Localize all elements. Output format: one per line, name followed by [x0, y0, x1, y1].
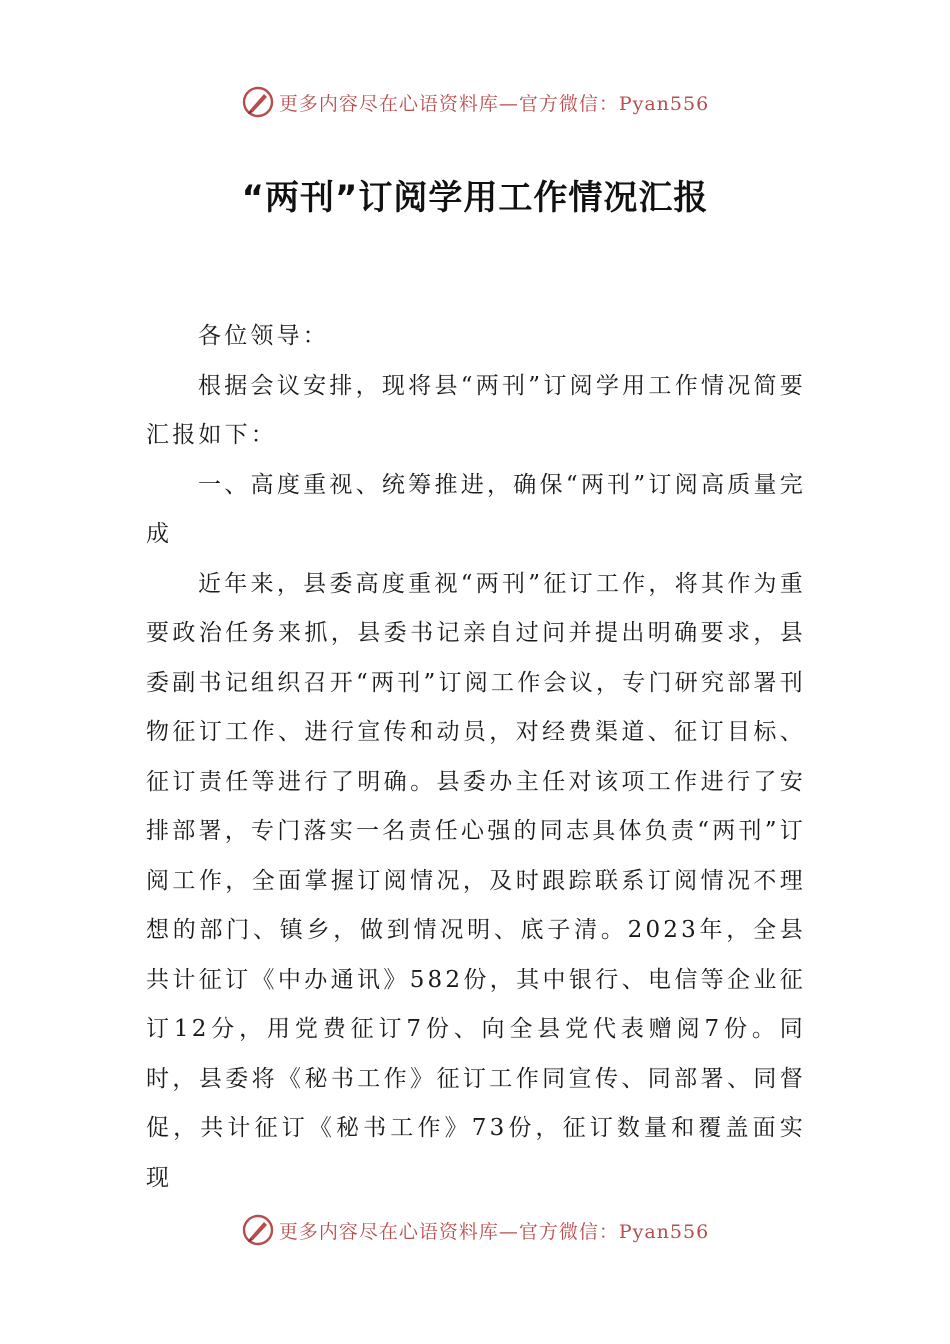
body-paragraph: 近年来，县委高度重视“两刊”征订工作，将其作为重要政治任务来抓，县委书记亲自过问并提出明确要求，县委副书记组织召开“两刊”订阅工作会议，专门研究部署刊物征订工作、进行宣传和动员，对经费渠道、征订目标、征订责任等进行了明确。县委办主任对该项工作进行了安排部署，专门落实一名责任心强的同志具体负责“两刊”订阅工作，全面掌握订阅情况，及时跟踪联系订阅情况不理想的部门、镇乡，做到情况明、底子清。2023年，全县共计征订《中办通讯》582份，其中银行、电信等企业征订12分，用党费征订7份、向全县党代表赠阅7份。同时，县委将《秘书工作》征订工作同宣传、同部署、同督促，共计征订《秘书工作》73份，征订数量和覆盖面实现 — [146, 570, 806, 1191]
watermark-banner-top — [0, 80, 950, 124]
watermark-text: 更多内容尽在心语资料库—官方微信：Pyan556 — [278, 1220, 710, 1243]
watermark-text: 更多内容尽在心语资料库—官方微信：Pyan556 — [278, 92, 710, 115]
pen-circle-logo-icon — [241, 1213, 275, 1247]
section-heading: 一、高度重视、统筹推进，确保“两刊”订阅高质量完成 — [146, 471, 806, 547]
document-title: “两刊”订阅学用工作情况汇报 — [241, 178, 709, 218]
watermark-banner-bottom — [0, 1208, 950, 1252]
document-body — [146, 312, 806, 1203]
intro-paragraph: 根据会议安排，现将县“两刊”订阅学用工作情况简要汇报如下： — [146, 372, 806, 448]
greeting-paragraph: 各位领导： — [198, 323, 329, 349]
pen-circle-logo-icon — [241, 85, 275, 119]
